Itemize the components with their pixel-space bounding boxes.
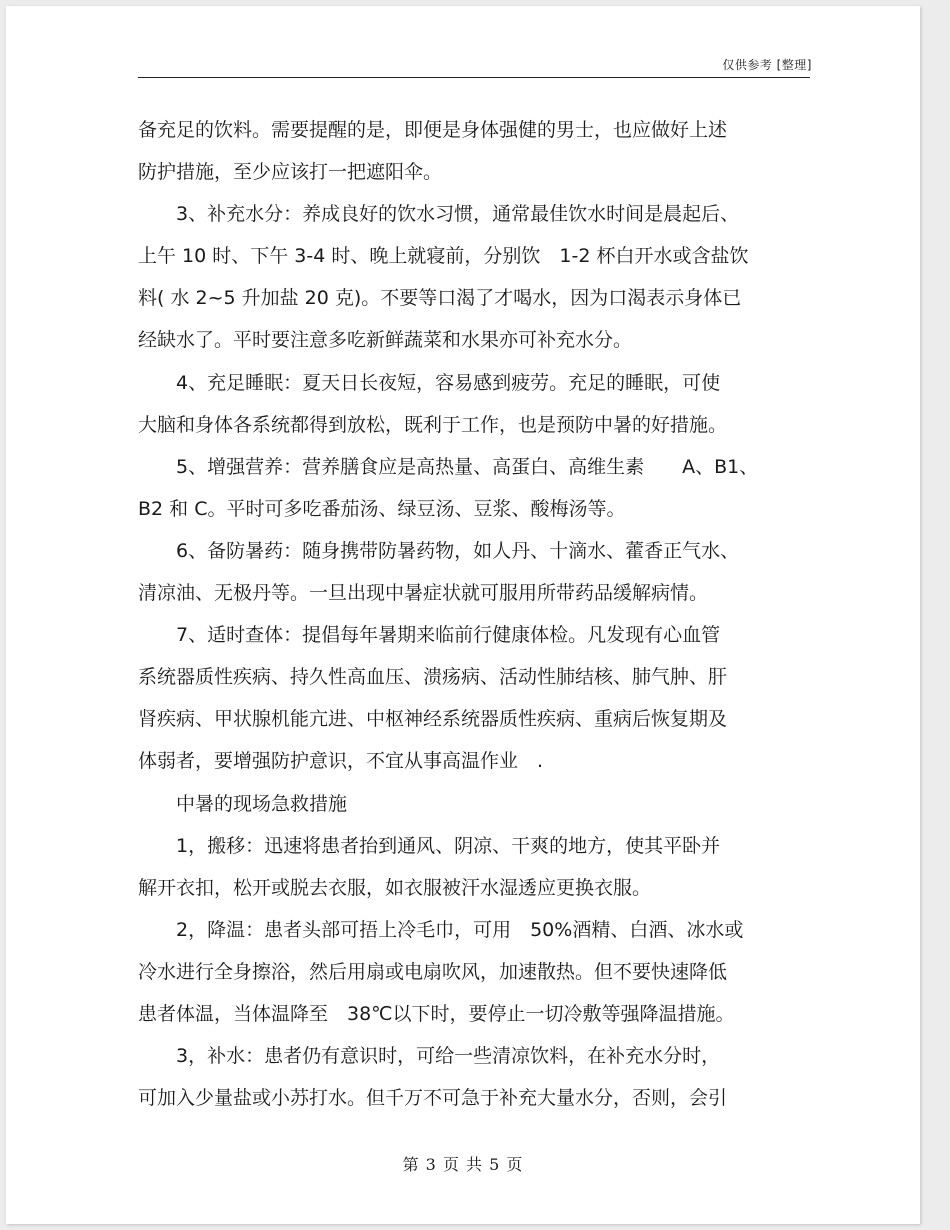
text-line: 6、备防暑药：随身携带防暑药物，如人丹、十滴水、藿香正气水、 <box>138 539 740 562</box>
text-line: 系统器质性疾病、持久性高血压、溃疡病、活动性肺结核、肺气肿、肝 <box>138 666 728 689</box>
text-line: B2 和 C。平时可多吃番茄汤、绿豆汤、豆浆、酸梅汤等。 <box>138 497 626 520</box>
text-line: 防护措施，至少应该打一把遮阳伞。 <box>138 161 443 184</box>
page-header: 仅供参考 [整理] <box>722 58 812 72</box>
text-line: 3，补水：患者仍有意识时，可给一些清凉饮料，在补充水分时， <box>138 1045 721 1068</box>
text-line: 可加入少量盐或小苏打水。但千万不可急于补充大量水分，否则，会引 <box>138 1087 728 1110</box>
body-text <box>138 109 818 1119</box>
text-line: 4、充足睡眠：夏天日长夜短，容易感到疲劳。充足的睡眠，可使 <box>138 371 721 394</box>
text-line: 肾疾病、甲状腺机能亢进、中枢神经系统器质性疾病、重病后恢复期及 <box>138 708 728 731</box>
text-line: 3、补充水分：养成良好的饮水习惯，通常最佳饮水时间是晨起后、 <box>138 203 740 226</box>
document-page <box>6 6 920 1224</box>
text-line: 清凉油、无极丹等。一旦出现中暑症状就可服用所带药品缓解病情。 <box>138 582 709 605</box>
page-number-footer: 第 3 页 共 5 页 <box>402 1155 524 1174</box>
text-line: 7、适时查体：提倡每年暑期来临前行健康体检。凡发现有心血管 <box>138 624 721 647</box>
section-heading: 中暑的现场急救措施 <box>138 792 348 815</box>
text-line: 大脑和身体各系统都得到放松，既利于工作，也是预防中暑的好措施。 <box>138 413 728 436</box>
text-line: 患者体温，当体温降至 38℃以下时，要停止一切冷敷等强降温措施。 <box>138 1002 735 1025</box>
text-line: 料( 水 2~5 升加盐 20 克)。不要等口渴了才喝水，因为口渴表示身体已 <box>138 287 742 310</box>
text-line: 解开衣扣，松开或脱去衣服，如衣服被汗水湿透应更换衣服。 <box>138 876 652 899</box>
text-line: 2，降温：患者头部可捂上冷毛巾，可用 50%酒精、白酒、冰水或 <box>138 918 744 941</box>
text-line: 经缺水了。平时要注意多吃新鲜蔬菜和水果亦可补充水分。 <box>138 329 633 352</box>
text-line: 上午 10 时、下午 3-4 时、晚上就寝前，分别饮 1-2 杯白开水或含盐饮 <box>138 245 749 268</box>
text-line: 冷水进行全身擦浴，然后用扇或电扇吹风，加速散热。但不要快速降低 <box>138 960 728 983</box>
header-divider <box>138 77 810 78</box>
text-line: 1，搬移：迅速将患者抬到通风、阴凉、干爽的地方，使其平卧并 <box>138 834 721 857</box>
text-line: 备充足的饮料。需要提醒的是，即便是身体强健的男士，也应做好上述 <box>138 119 728 141</box>
text-line: 5、增强营养：营养膳食应是高热量、高蛋白、高维生素 A、B1、 <box>138 455 759 478</box>
text-line: 体弱者，要增强防护意识，不宜从事高温作业 . <box>138 750 544 773</box>
